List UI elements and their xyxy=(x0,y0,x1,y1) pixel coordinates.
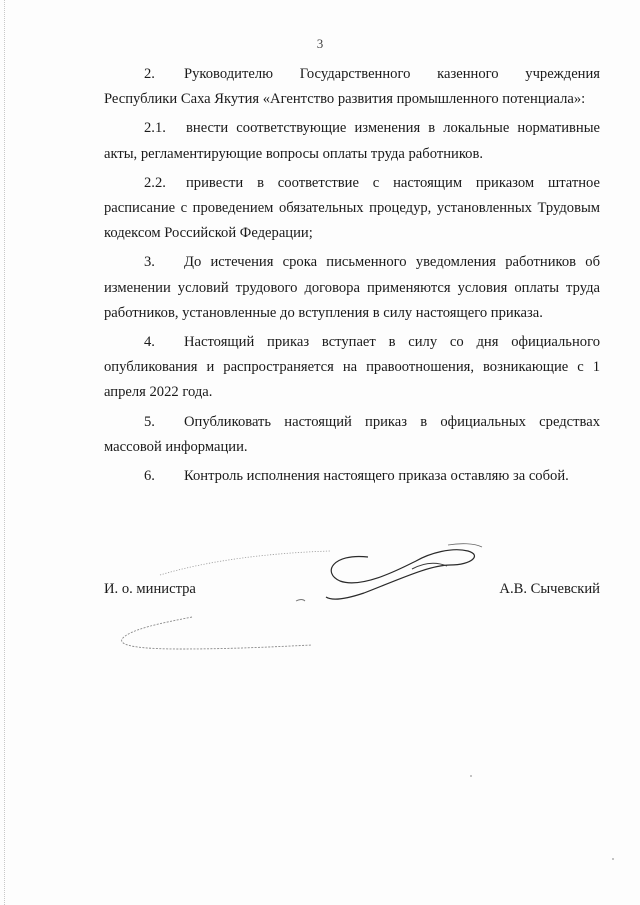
paragraph-2-1 xyxy=(104,116,600,166)
scan-edge-line xyxy=(4,0,5,905)
paragraph-2 xyxy=(104,62,600,112)
page-number: 3 xyxy=(316,36,324,51)
signatory-title: И. о. министра xyxy=(104,581,196,597)
paragraph-2-2 xyxy=(104,171,600,247)
paragraph-4 xyxy=(104,330,600,406)
paragraph-number: 6. xyxy=(144,468,155,485)
paragraph-3 xyxy=(104,250,600,326)
paragraph-text: внести соответствующие изменения в локальные нормативные акты, регламентирующие вопросы оплаты труда работников. xyxy=(104,120,600,162)
paragraph-number: 2.1. xyxy=(144,120,166,137)
scan-speck xyxy=(612,858,614,860)
paragraph-number: 2.2. xyxy=(144,174,166,191)
paragraph-6 xyxy=(104,464,600,489)
paragraph-text: Руководителю Государственного казенного учреждения Республики Саха Якутия «Агентство развития промышленного потенциала»: xyxy=(104,66,600,108)
scan-speck xyxy=(470,775,472,777)
document-body xyxy=(104,62,600,489)
paragraph-5 xyxy=(104,410,600,460)
paragraph-number: 5. xyxy=(144,413,155,430)
paragraph-text: До истечения срока письменного уведомления работников об изменении условий трудового договора применяются условия оплаты труда работников, установленные до вступления в силу настоящего приказа. xyxy=(104,254,600,321)
paragraph-text: Опубликовать настоящий приказ в официальных средствах массовой информации. xyxy=(104,413,600,455)
paragraph-text: привести в соответствие с настоящим приказом штатное расписание с проведением обязательных процедур, установленных Трудовым кодексом Российской Федерации; xyxy=(104,174,600,242)
signature-block xyxy=(104,581,600,605)
paragraph-text: Контроль исполнения настоящего приказа оставляю за собой. xyxy=(184,468,569,485)
paragraph-number: 3. xyxy=(144,254,155,271)
signatory-name: А.В. Сычевский xyxy=(499,581,600,597)
paragraph-text: Настоящий приказ вступает в силу со дня официального опубликования и распространяется на правоотношения, возникающие с 1 апреля 2022 года. xyxy=(104,334,600,401)
paragraph-number: 4. xyxy=(144,334,155,351)
paragraph-number: 2. xyxy=(144,66,155,82)
